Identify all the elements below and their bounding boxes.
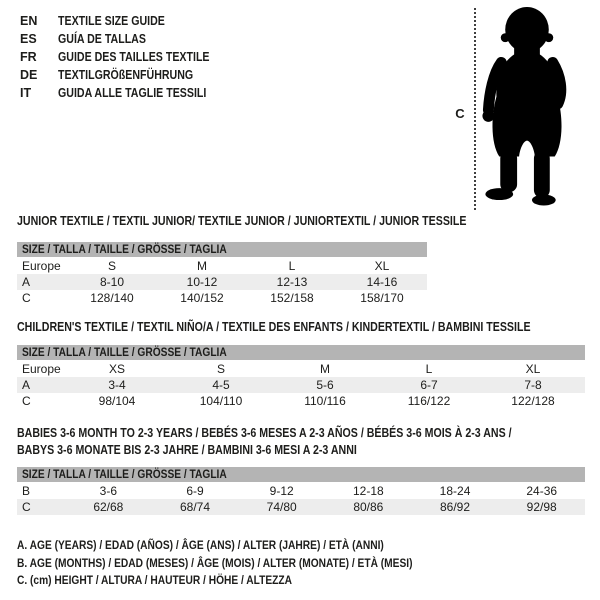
table-title xyxy=(17,213,467,242)
table-row xyxy=(17,290,427,306)
row-label: B xyxy=(22,484,31,498)
row-label: A xyxy=(22,378,31,392)
language-code: FR xyxy=(20,50,37,64)
size-cell: 3-4 xyxy=(108,378,126,392)
height-measure-line xyxy=(474,8,476,210)
size-cell: 7-8 xyxy=(524,378,542,392)
table-title-text: BABIES 3-6 MONTH TO 2-3 YEARS / BEBÉS 3-6 MESES A 2-3 AÑOS / BÉBÉS 3-6 MOIS À 2-3 ANS / xyxy=(17,426,512,440)
table-title-text: JUNIOR TEXTILE / TEXTIL JUNIOR/ TEXTILE JUNIOR / JUNIORTEXTIL / JUNIOR TESSILE xyxy=(17,214,467,228)
table-row xyxy=(17,393,585,409)
language-title: GUÍA DE TALLAS xyxy=(58,32,146,46)
size-cell: 152/158 xyxy=(270,291,314,305)
size-cell: 6-7 xyxy=(420,378,438,392)
size-cell: 5-6 xyxy=(316,378,334,392)
language-row xyxy=(20,30,236,48)
language-header xyxy=(20,12,236,102)
size-cell: M xyxy=(197,259,207,273)
size-cell: 86/92 xyxy=(440,500,471,514)
size-cell: 68/74 xyxy=(179,500,211,514)
size-header-bar xyxy=(17,242,427,257)
footnote-text: B. AGE (MONTHS) / EDAD (MESES) / ÂGE (MOIS) / ALTER (MONATE) / ETÀ (MESI) xyxy=(17,555,413,570)
row-label: C xyxy=(22,394,31,408)
size-cell: XL xyxy=(525,362,541,376)
size-cell: S xyxy=(216,362,225,376)
table-title-text: BABYS 3-6 MONATE BIS 2-3 JAHRE / BAMBINI 3-6 MESI A 2-3 ANNI xyxy=(17,443,357,457)
language-row xyxy=(20,66,236,84)
row-label: C xyxy=(22,500,31,514)
size-cell: 12-13 xyxy=(276,275,308,289)
table-row xyxy=(17,361,585,377)
table-title-line xyxy=(17,319,585,336)
size-cell: 14-16 xyxy=(366,275,398,289)
language-code: ES xyxy=(20,32,37,46)
footnote-line xyxy=(17,555,482,573)
language-code: IT xyxy=(20,86,32,100)
table-title-line xyxy=(17,213,467,230)
size-header-text: SIZE / TALLA / TAILLE / GRÖSSE / TAGLIA xyxy=(22,345,227,359)
size-cell: 98/104 xyxy=(98,394,136,408)
row-label: Europe xyxy=(22,362,61,376)
height-measure-label: C xyxy=(455,106,465,121)
size-header-bar xyxy=(17,345,585,360)
size-cell: 104/110 xyxy=(199,394,243,408)
language-row xyxy=(20,48,236,66)
size-cell: 8-10 xyxy=(99,275,125,289)
baby-silhouette-icon xyxy=(482,6,572,206)
size-cell: M xyxy=(320,362,330,376)
size-cell: 9-12 xyxy=(269,484,294,498)
footnote-line xyxy=(17,572,482,590)
table-title xyxy=(17,319,585,345)
size-cell: 140/152 xyxy=(180,291,224,305)
language-row xyxy=(20,12,236,30)
table-row xyxy=(17,483,585,499)
size-cell: 110/116 xyxy=(304,394,346,408)
size-cell: 6-9 xyxy=(186,484,204,498)
table-row xyxy=(17,377,585,393)
footnote-text: A. AGE (YEARS) / EDAD (AÑOS) / ÂGE (ANS) / ALTER (JAHRE) / ETÀ (ANNI) xyxy=(17,538,384,552)
junior-size-table xyxy=(17,213,467,306)
size-header-bar xyxy=(17,467,585,482)
size-header-text: SIZE / TALLA / TAILLE / GRÖSSE / TAGLIA xyxy=(22,467,227,481)
row-label: Europe xyxy=(22,259,61,273)
row-label: C xyxy=(22,291,31,305)
size-cell: 62/68 xyxy=(93,500,124,514)
size-cell: L xyxy=(425,362,433,376)
language-code: EN xyxy=(20,14,38,28)
size-cell: 80/86 xyxy=(353,500,384,514)
size-cell: S xyxy=(107,259,116,273)
size-cell: 74/80 xyxy=(266,500,297,514)
language-row xyxy=(20,84,236,102)
size-cell: 122/128 xyxy=(511,394,555,408)
children-size-table xyxy=(17,319,585,409)
language-title: GUIDE DES TAILLES TEXTILE xyxy=(58,50,210,64)
size-cell: 12-18 xyxy=(353,484,384,498)
language-title: GUIDA ALLE TAGLIE TESSILI xyxy=(58,86,207,100)
size-cell: 92/98 xyxy=(526,500,557,514)
babies-size-table xyxy=(17,425,585,515)
size-cell: 24-36 xyxy=(526,484,558,498)
table-title-text: CHILDREN'S TEXTILE / TEXTIL NIÑO/A / TEXTILE DES ENFANTS / KINDERTEXTIL / BAMBINI TESSILE xyxy=(17,320,531,334)
table-title-line xyxy=(17,442,585,459)
footnote-line xyxy=(17,537,482,555)
table-row xyxy=(17,499,585,515)
size-cell: 3-6 xyxy=(99,484,117,498)
size-cell: XL xyxy=(374,259,390,273)
size-cell: 116/122 xyxy=(407,394,451,408)
size-cell: 4-5 xyxy=(212,378,230,392)
row-label: A xyxy=(22,275,31,289)
size-header-text: SIZE / TALLA / TAILLE / GRÖSSE / TAGLIA xyxy=(22,242,227,256)
table-row xyxy=(17,258,427,274)
table-row xyxy=(17,274,427,290)
language-code: DE xyxy=(20,68,38,82)
table-title xyxy=(17,425,585,467)
size-cell: XS xyxy=(108,362,125,376)
footnotes xyxy=(17,537,482,590)
language-title: TEXTILGRÖßENFÜHRUNG xyxy=(58,68,194,82)
size-cell: 158/170 xyxy=(360,291,404,305)
size-cell: 18-24 xyxy=(439,484,471,498)
table-title-line xyxy=(17,425,585,442)
language-title: TEXTILE SIZE GUIDE xyxy=(58,14,165,28)
size-cell: 128/140 xyxy=(90,291,134,305)
size-cell: L xyxy=(288,259,296,273)
footnote-text: C. (cm) HEIGHT / ALTURA / HAUTEUR / HÖHE / ALTEZZA xyxy=(17,573,293,587)
size-cell: 10-12 xyxy=(186,275,218,289)
